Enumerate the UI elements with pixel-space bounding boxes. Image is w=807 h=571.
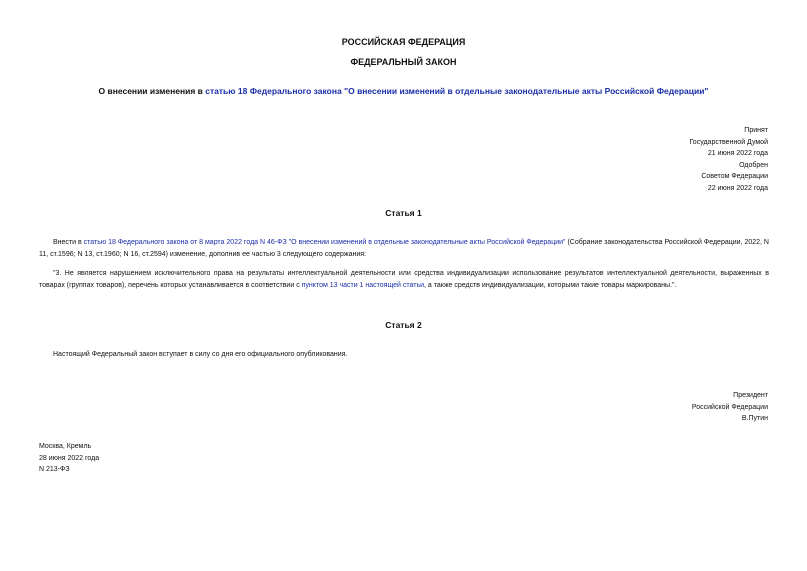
clause-13-link[interactable]: пунктом 13 части 1 настоящей статьи <box>301 281 425 289</box>
adoption-block <box>689 125 768 194</box>
amended-law-link[interactable]: статью 18 Федерального закона от 8 марта 2022 года N 46-ФЗ "О внесении изменений в отдельные законодательные акты Российской Федерации" <box>83 239 566 246</box>
country-heading: РОССИЙСКАЯ ФЕДЕРАЦИЯ <box>341 37 466 47</box>
approved-label: Одобрен <box>739 161 768 169</box>
article-1-p1-prefix: Внести в <box>53 239 84 246</box>
article-2-title: Статья 2 <box>385 320 422 330</box>
signature-title: Президент <box>733 392 768 399</box>
adopted-date: 21 июня 2022 года <box>707 150 768 157</box>
signature-name: В.Путин <box>741 415 768 422</box>
adopted-label: Принят <box>744 127 768 134</box>
article-1-paragraph-2 <box>39 268 769 291</box>
article-1-paragraph-1 <box>39 237 769 260</box>
signing-date: 28 июня 2022 года <box>39 454 100 462</box>
adopted-body: Государственной Думой <box>689 138 768 146</box>
article-1-p2-prefix: "3. Не является нарушением исключительного права на результаты интеллектуальной деятельности или средства индивидуализации использование результатов интеллектуальной деятельности, выраженных в товарах (группах товаров), перечень которых устанавливается в соответствии с <box>39 270 769 289</box>
article-2-paragraph: Настоящий Федеральный закон вступает в силу со дня его официального опубликования. <box>53 351 348 358</box>
signature-office: Российской Федерации <box>691 403 768 411</box>
subtitle-prefix: О внесении изменения в <box>98 86 206 96</box>
place-date-block <box>39 441 99 476</box>
signature-block <box>692 390 768 425</box>
signing-place: Москва, Кремль <box>39 443 92 450</box>
article-1-p1-suffix: (Собрание законодательства Российской Федерации, 2022, N 11, ст.1596; N 13, ст.1960; N 16, ст.2594) изменение, дополнив ее частью 3 следующего содержания: <box>39 239 769 258</box>
article-1-title: Статья 1 <box>385 208 422 218</box>
approved-body: Советом Федерации <box>701 173 768 180</box>
approved-date: 22 июня 2022 года <box>707 184 768 192</box>
subtitle-article-link[interactable]: статью 18 Федерального закона "О внесении изменений в отдельные законодательные акты Российской Федерации" <box>205 86 709 96</box>
law-number: N 213-ФЗ <box>39 466 70 473</box>
document-type-heading: ФЕДЕРАЛЬНЫЙ ЗАКОН <box>350 57 457 67</box>
law-subtitle <box>0 86 807 96</box>
article-1-p2-suffix: , а также средств индивидуализации, которыми такие товары маркированы.". <box>424 281 677 289</box>
